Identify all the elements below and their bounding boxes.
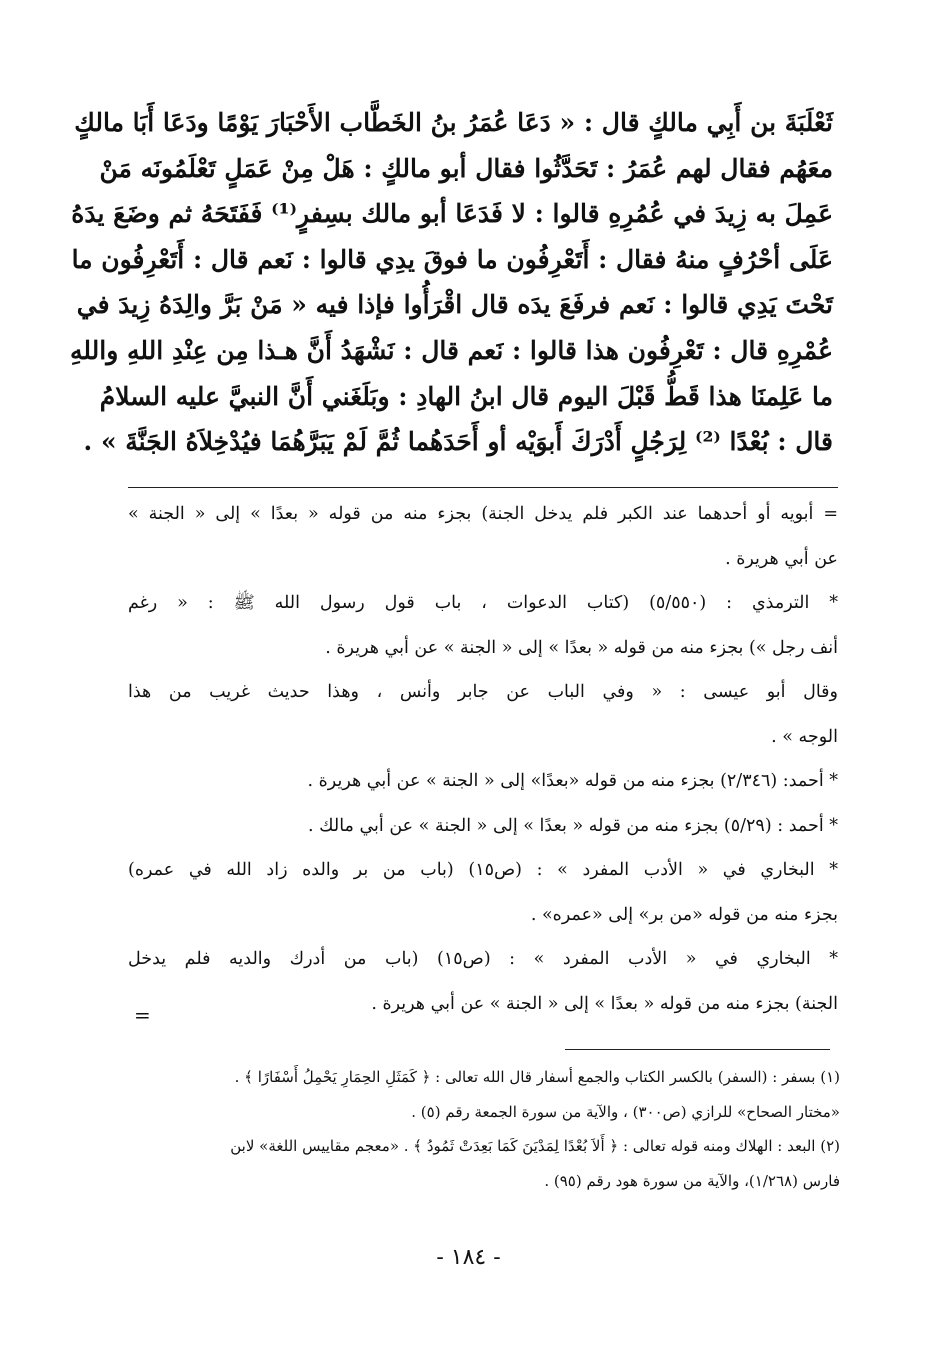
takhrij-line: وقال أبو عيسى : « وفي الباب عن جابر وأنس ، وهذا حديث غريب من هذا	[128, 682, 838, 702]
continuation-mark: =	[134, 1003, 151, 1027]
main-text	[69, 100, 833, 465]
takhrij-line: * أحمد: (٢/٣٤٦) بجزء منه من قوله «بعدًا» إلى « الجنة » عن أبي هريرة .	[307, 771, 838, 791]
page-number: - ١٨٤ -	[436, 1245, 501, 1270]
main-line: ثَعْلَبَةَ بن أَبِي مالكٍ قال : « دَعَا عُمَرُ بنُ الخَطَّاب الأَحْبَارَ يَوْمًا ودَعَا أَبَا مالكٍ	[74, 108, 833, 137]
footnote-line: «مختار الصحاح» للرازي (ص٣٠٠) ، والآية من سورة الجمعة رقم (٥) .	[411, 1102, 840, 1121]
takhrij-line: بجزء منه من قوله «من بر» إلى «عمره» .	[530, 904, 838, 925]
takhrij-line: = أبويه أو أحدهما عند الكبر فلم يدخل الجنة) بجزء منه من قوله « بعدًا » إلى « الجنة »	[128, 504, 838, 524]
takhrij-line: * البخاري في « الأدب المفرد » : (ص١٥) (باب من بر والده زاد الله في عمره)	[128, 860, 838, 880]
takhrij-block	[128, 492, 838, 1026]
footnote-line: (٢) البعد : الهلاك ومنه قوله تعالى : ﴿ أَلاَ بُعْدًا لِمَدْيَنَ كَمَا بَعِدَتْ ثَمُودُ ﴾ . «معجم مقاييس اللغة» لابن	[230, 1137, 840, 1155]
takhrij-line: * البخاري في « الأدب المفرد » : (ص١٥) (باب من أدرك والديه فلم يدخل	[128, 949, 838, 969]
main-line: عُمْرِهِ قال : تَعْرِفُون هذا قالوا : نَعم قال : نَشْهَدُ أَنَّ هـذا مِن عِنْدِ اللهِ واللهِ	[69, 335, 833, 365]
footnote-line: فارس (١/٢٦٨)، والآية من سورة هود رقم (٩٥) .	[544, 1171, 840, 1190]
main-line: عَمِلَ به زِيدَ في عُمُرِهِ قالوا : لا فَدَعَا أبو مالك بسِفرٍ⁽¹⁾ فَفَتَحَهُ ثم وضَعَ يدَهُ	[71, 199, 833, 229]
main-line: ما عَلِمنَا هذا قَطُّ قَبْلَ اليوم قال ابنُ الهادِ : وبَلَغَني أَنَّ النبيَّ عليه السلامُ	[99, 381, 833, 411]
takhrij-line: * الترمذي : (٥/٥٥٠) (كتاب الدعوات ، باب قول رسول الله ﷺ : « رغم	[128, 593, 838, 613]
takhrij-line: الوجه » .	[771, 726, 838, 747]
main-line: قال : بُعْدًا ⁽²⁾ لِرَجُلٍ أَدْرَكَ أَبوَيْه أو أَحَدَهُما ثُمَّ لَمْ يَبَرَّهُمَا فيُدْخِلاَهُ الجَنَّةَ » .	[83, 427, 833, 457]
takhrij-line: * أحمد : (٥/٢٩) بجزء منه من قوله « بعدًا » إلى « الجنة » عن أبي مالك .	[308, 815, 838, 836]
main-line: تَحْتَ يَدِي قالوا : نَعم فرفَعَ يدَه قال اقْرَأُوا فإذا فيه « مَنْ بَرَّ والِدَهُ زِيدَ في	[76, 290, 833, 320]
takhrij-line: عن أبي هريرة .	[725, 548, 838, 569]
main-line: عَلَى أحْرُفٍ منهُ فقال : أَتَعْرِفُون ما فوقَ يدِي قالوا : نَعم قال : أَتَعْرِفُون ما	[71, 244, 833, 274]
divider-rule	[128, 487, 838, 488]
takhrij-line: أنف رجل ») بجزء منه من قوله « بعدًا » إلى « الجنة » عن أبي هريرة .	[325, 637, 838, 658]
takhrij-line: الجنة) بجزء منه من قوله « بعدًا » إلى « الجنة » عن أبي هريرة .	[371, 993, 838, 1014]
footnote-line: (١) بسفر : (السفر) بالكسر الكتاب والجمع أسفار قال الله تعالى : ﴿ كَمَثَلِ الحِمَارِ يَحْمِلُ أَسْفَارًا ﴾ .	[234, 1068, 840, 1086]
main-line: معَهُم فقال لهم عُمَرُ : تَحَدَّثُوا فقال أبو مالكٍ : هَلْ مِنْ عَمَلٍ تَعْلَمُونَه مَنْ	[99, 153, 833, 183]
footnote-rule	[565, 1049, 830, 1050]
footnotes	[125, 1060, 840, 1198]
